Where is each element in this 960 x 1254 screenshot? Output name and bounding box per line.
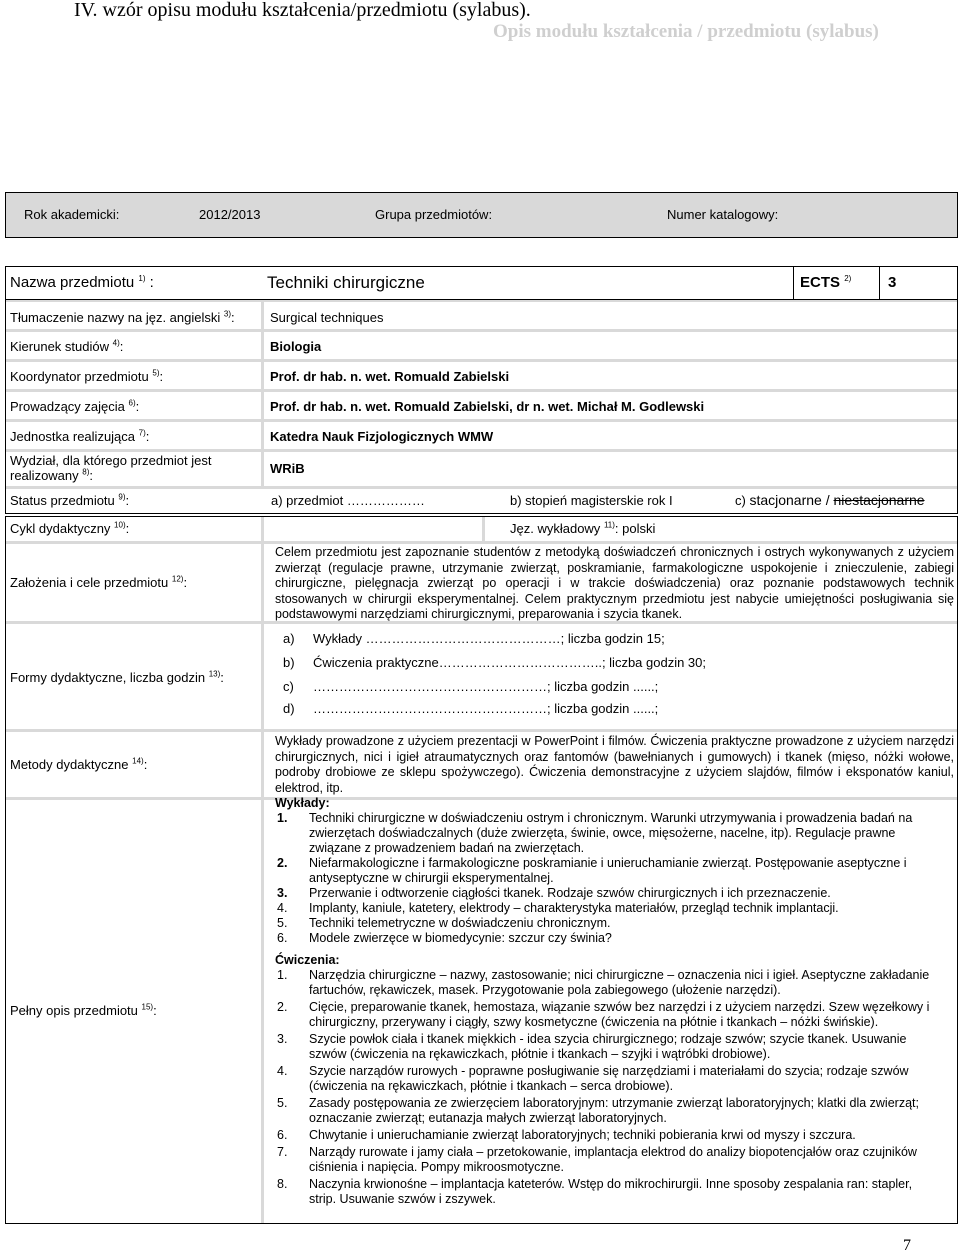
field-of-study-value: Biologia bbox=[270, 339, 322, 354]
exercise-item: 3. Szycie powłok ciała i tkanek miękkich - idea szycia chirurgicznego; rodzaje szwów; szycie tkanek. Usuwanie szwów (ćwiczenia na rękawiczkach, płótnie i tkankach – szyjki i wątróbki drobiowe). bbox=[277, 1032, 907, 1061]
form-item-d: d) ………………………………………………; liczba godzin ......; bbox=[283, 701, 659, 716]
teacher-label: Prowadzący zajęcia $^{6)}$: bbox=[10, 398, 140, 414]
status-option-b: b) stopień magisterskie rok I bbox=[510, 493, 673, 508]
catalog-number-label: Numer katalogowy: bbox=[667, 207, 779, 222]
exercise-item: 2. Cięcie, preparowanie tkanek, hemostaza, wiązanie szwów bez narzędzi i z użyciem narzędzi. Szew węzełkowy i chirurgiczny, przerywany i ciągły, szwy kosmetyczne (ćwiczenia na płótnie i tkankach – nóżki świńskie). bbox=[277, 1000, 930, 1029]
status-option-a: a) przedmiot ……………… bbox=[271, 493, 425, 508]
exercises-list bbox=[275, 968, 941, 1207]
faculty-value: WRiB bbox=[270, 461, 305, 476]
coordinator-label: Koordynator przedmiotu $^{5)}$: bbox=[10, 368, 164, 384]
status-option-c: c) stacjonarne / niestacjonarne bbox=[735, 492, 925, 508]
document-heading: IV. wzór opisu modułu kształcenia/przedmiotu (sylabus). bbox=[74, 0, 531, 21]
status-label: Status przedmiotu $^{9)}$: bbox=[10, 492, 130, 508]
coordinator-value: Prof. dr hab. n. wet. Romuald Zabielski bbox=[270, 369, 510, 384]
description-content bbox=[275, 796, 941, 1207]
subject-name-label: Nazwa przedmiotu $^{1)}$ : bbox=[10, 274, 154, 291]
faculty-label: Wydział, dla którego przedmiot jest realizowany $^{8)}$: bbox=[10, 453, 212, 483]
exercises-title: Ćwiczenia: bbox=[275, 953, 340, 967]
lectures-title: Wykłady: bbox=[275, 796, 330, 810]
goals-text: Celem przedmiotu jest zapoznanie studentów z metodyką doświadczeń chronicznych i ostrych wykonywanych z użyciem zwierząt (regulacje prawne, utrzymanie zwierząt, poskramianie, farmakologiczne uspokojenie i znieczulenie, zabiegi chirurgiczne, pielęgnacja zwierząt po operacji i w trakcie doświadczenia) oraz poznanie podstawowych technik stosowanych w chirurgii eksperymentalnej. Celem praktycznym przedmiotu jest nabycie umiejętności posługiwania się podstawowymi narzędziami chirurgicznymi, preparowania i szycia tkanek. bbox=[275, 545, 954, 621]
teacher-value: Prof. dr hab. n. wet. Romuald Zabielski, dr n. wet. Michał M. Godlewski bbox=[270, 399, 705, 414]
lectures-list bbox=[275, 811, 941, 946]
description-label: Pełny opis przedmiotu $^{15)}$: bbox=[10, 1002, 157, 1018]
exercise-item: 7. Narządy rurowate i jamy ciała – przetokowanie, implantacja elektrod do analizy biopotencjałów oraz czujników ciśnienia i napięcia. Pompy mikroosmotyczne. bbox=[277, 1145, 917, 1174]
form-item-c: c) ………………………………………………; liczba godzin ......; bbox=[283, 679, 659, 694]
academic-year-bar bbox=[5, 192, 958, 238]
document-subheading: Opis modułu kształcenia / przedmiotu (sylabus) bbox=[493, 21, 879, 42]
field-of-study-label: Kierunek studiów $^{4)}$: bbox=[10, 338, 124, 354]
subject-name-value: Techniki chirurgiczne bbox=[267, 273, 425, 292]
unit-value: Katedra Nauk Fizjologicznych WMW bbox=[270, 429, 494, 444]
exercise-item: 5. Zasady postępowania ze zwierzęciem laboratoryjnym: utrzymanie zwierząt laboratoryjnych; klatki dla zwierząt; oznaczanie zwierząt; eutanazja małych zwierząt laboratoryjnych. bbox=[277, 1096, 919, 1125]
academic-year-label: Rok akademicki: bbox=[24, 207, 120, 222]
form-item-b: b) Ćwiczenia praktyczne………………………………..; liczba godzin 30; bbox=[283, 655, 707, 670]
lecture-item: 5. Techniki telemetryczne w doświadczeniu chronicznym. bbox=[277, 916, 611, 930]
unit-label: Jednostka realizująca $^{7)}$: bbox=[10, 428, 150, 444]
goals-label: Założenia i cele przedmiotu $^{12)}$: bbox=[10, 574, 188, 590]
academic-year-value: 2012/2013 bbox=[199, 207, 261, 222]
subject-group-label: Grupa przedmiotów: bbox=[375, 207, 493, 222]
ects-label: ECTS $^{2)}$ bbox=[800, 274, 852, 291]
lecture-item: 3. Przerwanie i odtworzenie ciągłości tkanek. Rodzaje szwów chirurgicznych i ich przeznaczenie. bbox=[277, 886, 831, 900]
teaching-language: Jęz. wykładowy $^{11)}$: polski bbox=[510, 520, 656, 536]
page-number: 7 bbox=[903, 1237, 911, 1254]
form-item-a: a) Wykłady ………………………………………; liczba godzin 15; bbox=[283, 631, 665, 646]
lecture-item: 4. Implanty, kaniule, katetery, elektrody – charakterystyka materiałów, przegląd technik implantacji. bbox=[277, 901, 839, 915]
exercise-item: 6. Chwytanie i unieruchamianie zwierząt laboratoryjnych; techniki pobierania krwi od myszy i szczura. bbox=[277, 1128, 856, 1142]
lecture-item: 2. Niefarmakologiczne i farmakologiczne poskramianie i unieruchamianie zwierząt. Postępowanie aseptyczne i antyseptyczne w chirurgii eksperymentalnej. bbox=[277, 856, 907, 885]
lecture-item: 6. Modele zwierzęce w biomedycynie: szczur czy świnia? bbox=[277, 931, 612, 945]
forms-label: Formy dydaktyczne, liczba godzin $^{13)}$: bbox=[10, 669, 224, 685]
translation-label: Tłumaczenie nazwy na jęz. angielski $^{3)}$: bbox=[10, 309, 235, 325]
methods-label: Metody dydaktyczne $^{14)}$: bbox=[10, 756, 148, 772]
exercise-item: 4. Szycie narządów rurowych - poprawne posługiwanie się narzędziami i materiałami do szycia; rodzaje szwów (ćwiczenia na rękawiczkach, płótnie i tkankach – serca drobiowe). bbox=[277, 1064, 909, 1093]
cycle-label: Cykl dydaktyczny $^{10)}$: bbox=[10, 520, 130, 536]
exercise-item: 8. Naczynia krwionośne – implantacja kateterów. Wstęp do mikrochirurgii. Inne sposoby zespalania ran: stapler, strip. Usuwanie szwów i zszywek. bbox=[277, 1177, 913, 1206]
lecture-item: 1. Techniki chirurgiczne w doświadczeniu ostrym i chronicznym. Warunki utrzymywania i prowadzenia badań na zwierzętach doświadczalnych (duże zwierzęta, świnie, owce, mięsożerne, nacelne, itp). Regulacje prawne związane z prowadzeniem badań na zwierzętach. bbox=[277, 811, 913, 855]
translation-value: Surgical techniques bbox=[270, 310, 384, 325]
exercise-item: 1. Narzędzia chirurgiczne – nazwy, zastosowanie; nici chirurgiczne – oznaczenia nici i igieł. Aseptyczne zakładanie fartuchów, rękawiczek, masek. Przygotowanie pola zabiegowego (ułożenie narzędzi). bbox=[277, 968, 930, 997]
methods-text: Wykłady prowadzone z użyciem prezentacji w PowerPoint i filmów. Ćwiczenia praktyczne prowadzone z użyciem narzędzi chirurgicznych, nici i igieł atraumatycznych oraz fantomów (bawełnianych i gumowych) i tkanek (mięso, nóżki wołowe, podroby drobiowe ze sklepu spożywczego). Ćwiczenia demonstracyjne z użyciem slajdów, filmów i eksponatów kaniul, elektrod, itp. bbox=[275, 734, 954, 795]
ects-value: 3 bbox=[888, 274, 897, 291]
